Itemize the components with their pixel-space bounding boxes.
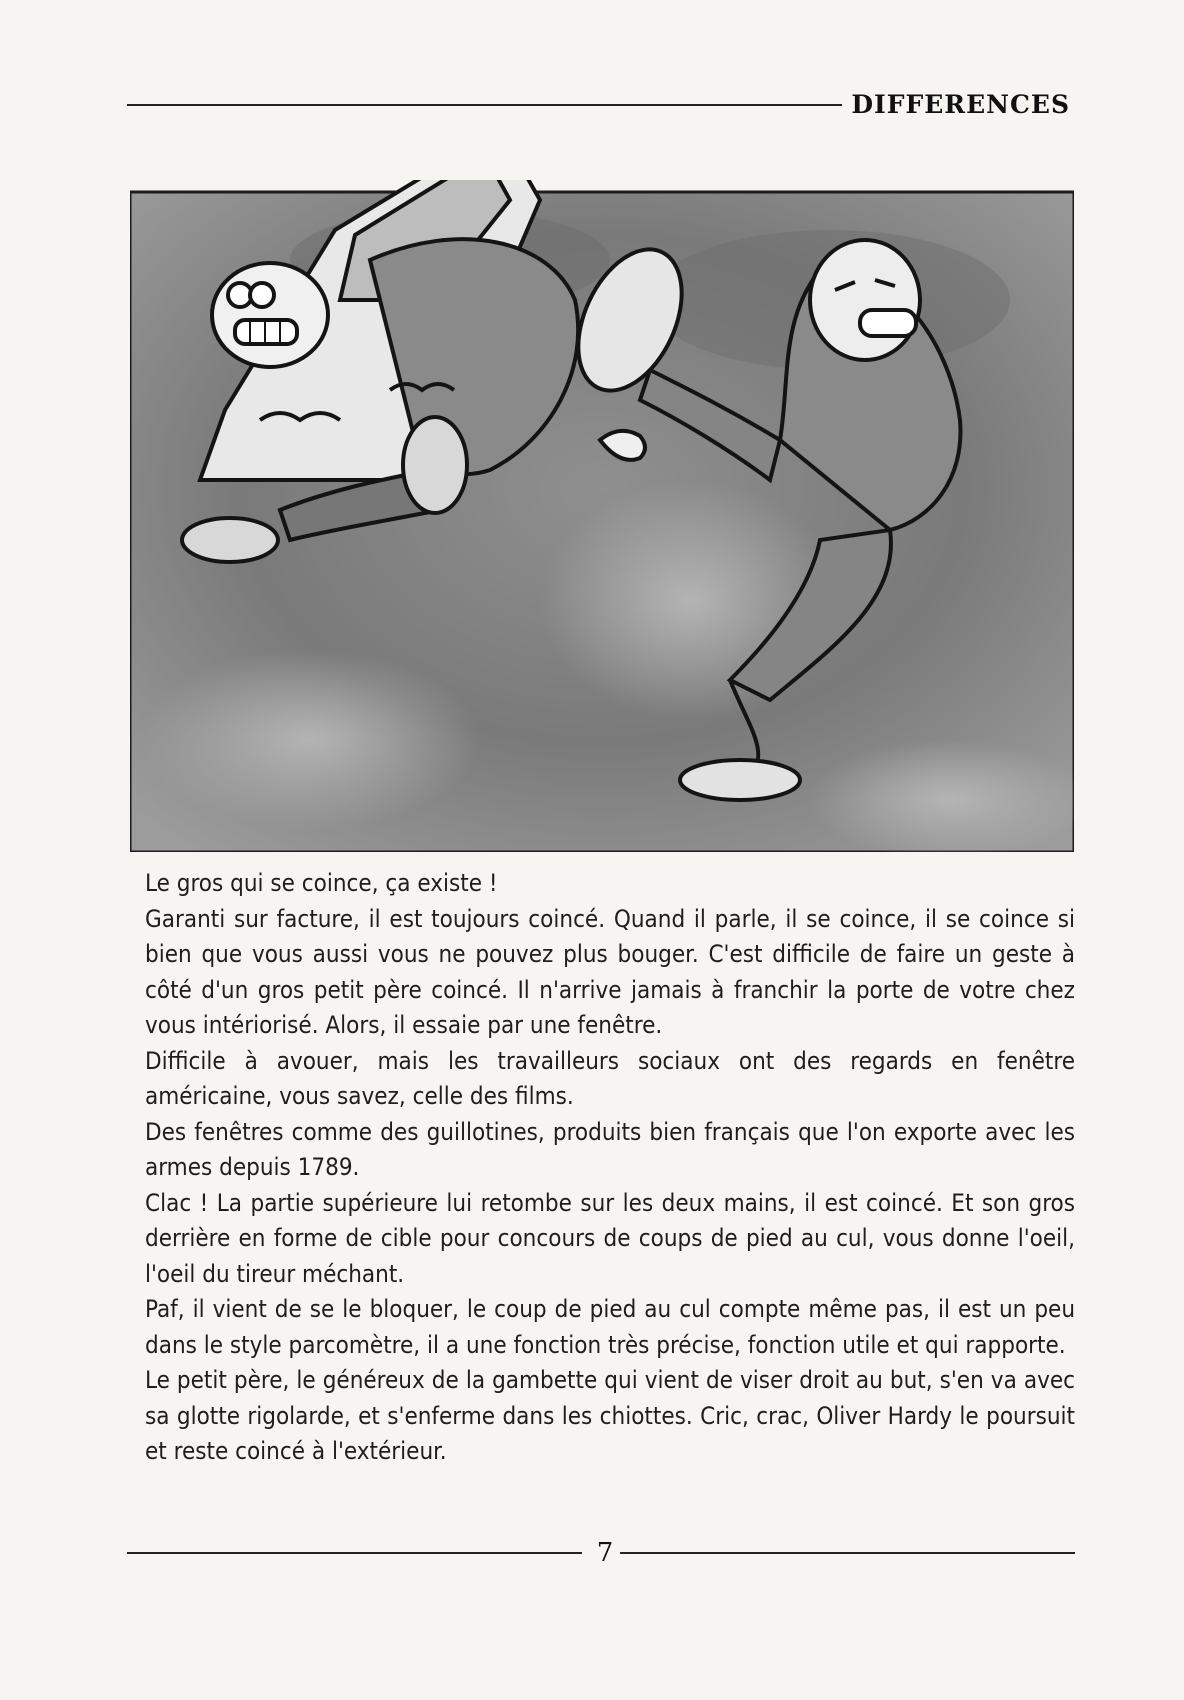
paragraph: Difficile à avouer, mais les travailleurs sociaux ont des regards en fenêtre américaine, vous savez, celle des films. [145,1046,1075,1110]
paragraph: Des fenêtres comme des guillotines, produits bien français que l'on exporte avec les armes depuis 1789. [145,1117,1075,1181]
paragraph: Clac ! La partie supérieure lui retombe sur les deux mains, il est coincé. Et son gros derrière en forme de cible pour concours de coups de pied au cul, vous donne l'oeil, l'oeil du tireur méchant. [145,1188,1075,1288]
footer-rule-right [620,1552,1075,1554]
header-rule [127,104,842,106]
paragraph: Paf, il vient de se le bloquer, le coup de pied au cul compte même pas, il est un peu dans le style parcomètre, il a une fonction très précise, fonction utile et qui rapporte. [145,1295,1075,1359]
page-footer [127,1534,1075,1574]
footer-rule-left [127,1552,582,1554]
page-header [127,84,1070,124]
paragraph: Garanti sur facture, il est toujours coincé. Quand il parle, il se coince, il se coince si bien que vous aussi vous ne pouvez plus bouger. C'est difficile de faire un geste à côté d'un gros petit père coincé. Il n'arrive jamais à franchir la porte de votre chez vous intériorisé. Alors, il essaie par une fenêtre. [145,904,1075,1039]
body-text [145,866,1075,1470]
illustration [130,180,1074,852]
paragraph: Le petit père, le généreux de la gambette qui vient de viser droit au but, s'en va avec sa glotte rigolarde, et s'enferme dans les chiottes. Cric, crac, Oliver Hardy le poursuit et reste coincé à l'extérieur. [145,1366,1075,1465]
running-title: DIFFERENCES [851,90,1070,119]
paragraph: Le gros qui se coince, ça existe ! [145,869,498,897]
page-number: 7 [596,1538,614,1568]
